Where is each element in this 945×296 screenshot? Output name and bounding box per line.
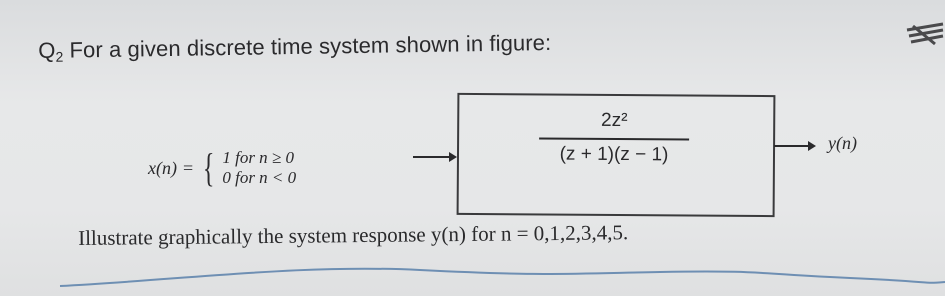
transfer-denominator: (z + 1)(z − 1)	[559, 143, 669, 165]
transfer-function	[539, 109, 689, 166]
question-label: Q	[38, 37, 56, 63]
question-heading	[38, 30, 551, 65]
input-arrow-icon	[413, 156, 455, 158]
scribble-mark-icon	[905, 18, 945, 48]
instruction-text: Illustrate graphically the system response y(n) for n = 0,1,2,3,4,5.	[78, 220, 629, 250]
wavy-underline-icon	[0, 252, 945, 296]
piecewise-brace: {	[202, 145, 215, 190]
equals-sign: =	[182, 157, 194, 178]
case-one: 1 for n ≥ 0	[222, 148, 295, 167]
question-number: 2	[55, 48, 64, 65]
output-signal-label: y(n)	[828, 133, 857, 153]
piecewise-cases	[222, 148, 296, 188]
input-signal-label: x(n)	[148, 157, 177, 178]
input-signal-definition	[148, 140, 296, 196]
system-block	[457, 93, 776, 217]
transfer-numerator: 2z²	[600, 109, 628, 132]
output-arrow-icon	[774, 145, 814, 147]
question-text: For a given discrete time system shown in figure:	[63, 29, 552, 63]
case-two: 0 for n < 0	[222, 168, 297, 187]
